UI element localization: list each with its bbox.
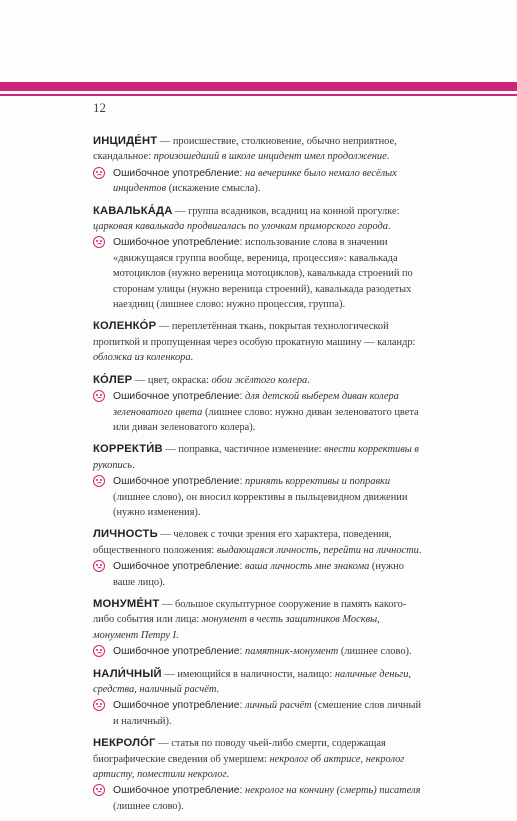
usage-example: обои жёлтого колера <box>211 374 308 386</box>
error-usage <box>93 698 423 729</box>
error-note: (лишнее слово). <box>113 800 184 812</box>
definition-end: . <box>190 352 194 364</box>
entry-definition <box>93 319 423 365</box>
definition-text: — человек с точки зрения его характера, поведения, общественного положения: <box>93 529 392 556</box>
definition-text: — группа всадников, всадниц на конной прогулке: <box>172 205 400 217</box>
error-example: личный расчёт <box>245 700 312 712</box>
definition-text: — поправка, частичное изменение: <box>162 444 325 456</box>
error-example: памятник-монумент <box>245 646 339 658</box>
dictionary-entry <box>93 373 423 436</box>
definition-end: . <box>418 544 422 556</box>
definition-text: — большое скульптурное сооружение в память какого-либо события или лица: <box>93 598 407 626</box>
dictionary-entry <box>93 204 423 313</box>
definition-text: — имеющийся в наличности, налицо: <box>161 668 335 680</box>
entry-definition <box>93 373 423 388</box>
definition-end: . <box>216 684 219 695</box>
error-label: Ошибочное употребление: <box>113 476 243 488</box>
error-label: Ошибочное употребление: <box>113 167 243 179</box>
usage-example: внести коррективы в рукопись <box>93 444 419 471</box>
header-rule-band <box>0 82 517 91</box>
error-usage <box>93 783 423 814</box>
usage-example: царковая кавалькада продвигалась по улочкам приморского города <box>93 221 388 233</box>
entry-term: МОНУМЕ́НТ <box>93 597 160 610</box>
error-label: Ошибочное употребление: <box>113 237 243 249</box>
error-label: Ошибочное употребление: <box>113 646 243 658</box>
usage-example: произошедший в школе инцидент имел продолжение <box>153 151 387 163</box>
error-note: (лишнее слово: нужно диван зеленоватого цвета или диван зеленоватого колера). <box>113 406 419 433</box>
entry-definition <box>93 204 423 235</box>
error-usage <box>93 235 423 312</box>
error-example: на вечеринке было немало весёлых инцидентов <box>113 167 397 195</box>
definition-text: — статья по поводу чьей-либо смерти, содержащая биографические сведения об умершем: <box>93 738 386 765</box>
sad-face-icon <box>93 645 105 657</box>
error-note: (лишнее слово). <box>338 646 412 658</box>
entry-term: КАВАЛЬКА́ДА <box>93 204 173 217</box>
error-label: Ошибочное употребление: <box>113 700 243 712</box>
error-note: (смешение слов личный и наличный). <box>113 700 422 727</box>
entry-term: ЛИЧНОСТЬ <box>93 528 158 541</box>
header-rule-thin <box>0 94 517 96</box>
dictionary-entry <box>93 527 423 590</box>
dictionary-entry <box>93 442 423 520</box>
sad-face-icon <box>93 236 105 248</box>
dictionary-entry <box>93 134 423 197</box>
error-example: для детской выберем диван колера зеленоватого цвета <box>113 391 399 418</box>
error-usage <box>93 474 423 520</box>
error-usage <box>93 644 423 659</box>
error-label: Ошибочное употребление: <box>113 785 243 797</box>
dictionary-entry <box>93 319 423 365</box>
error-note: (лишнее слово), он вносил коррективы в пыльцевидном движении (нужно изменения). <box>113 491 408 518</box>
entry-definition <box>93 134 423 165</box>
page-number: 12 <box>93 100 106 115</box>
dictionary-content <box>93 134 423 821</box>
entry-term: ИНЦИДЕ́НТ <box>93 135 158 147</box>
usage-example: наличные деньги, средства, наличный расчёт <box>93 668 412 695</box>
dictionary-entry <box>93 736 423 814</box>
error-usage <box>93 389 423 435</box>
sad-face-icon <box>93 390 105 402</box>
usage-example: монумент в честь защитников Москвы, монумент Петру I <box>93 614 380 641</box>
definition-end: . <box>388 221 391 233</box>
usage-example: обложка из коленкора <box>93 352 191 364</box>
definition-text: — переплетённая ткань, покрытая технологической пропиткой и пропущенная через особую прокатную машину — каландр: <box>93 321 416 348</box>
definition-text: — происшествие, столкновение, обычно неприятное, скандальное: <box>93 136 397 163</box>
definition-end: . <box>307 374 310 386</box>
entry-term: НАЛИ́ЧНЫЙ <box>93 667 162 680</box>
entry-definition <box>93 442 423 473</box>
sad-face-icon <box>93 784 105 796</box>
sad-face-icon <box>93 699 105 711</box>
entry-term: КОЛЕНКО́Р <box>93 320 157 333</box>
error-label: Ошибочное употребление: <box>113 391 243 403</box>
entry-definition <box>93 597 423 643</box>
entry-definition <box>93 527 423 558</box>
entry-definition <box>93 667 423 698</box>
entry-term: НЕКРОЛО́Г <box>93 737 156 750</box>
error-note: (нужно ваше лицо). <box>113 561 404 588</box>
error-example: некролог на кончину (смерть) писателя <box>245 785 421 797</box>
usage-example: выдающаяся личность, перейти на личности <box>216 544 419 556</box>
entry-term: КОРРЕКТИ́В <box>93 443 163 456</box>
entry-definition <box>93 736 423 782</box>
sad-face-icon <box>93 167 105 179</box>
error-usage <box>93 559 423 590</box>
dictionary-entry <box>93 597 423 660</box>
dictionary-entry <box>93 667 423 730</box>
error-usage <box>93 166 423 197</box>
sad-face-icon <box>93 475 105 487</box>
definition-end: . <box>386 151 390 163</box>
error-example: принять коррективы и поправки <box>245 476 391 488</box>
error-label: Ошибочное употребление: <box>113 561 243 573</box>
definition-end: . <box>176 629 179 641</box>
error-note: (искажение смысла). <box>166 183 261 195</box>
definition-text: — цвет, окраска: <box>132 374 212 386</box>
definition-end: . <box>132 459 135 471</box>
error-example: ваша личность мне знакома <box>245 561 370 573</box>
entry-term: КО́ЛЕР <box>93 373 133 386</box>
definition-end: . <box>226 769 230 781</box>
sad-face-icon <box>93 560 105 572</box>
usage-example: некролог об актрисе, некролог артисту, поместили некролог <box>93 753 405 781</box>
error-note: использование слова в значении «движущаяся группа вообще, вереница, процессия»: кавалькада мотоциклов (нужно вереница мотоциклов), кавалькада строений по сторонам улицы (нужно вереница строений), кавалькада разодетых наездниц (лишнее слово: нужно процессия, группа). <box>113 237 413 311</box>
